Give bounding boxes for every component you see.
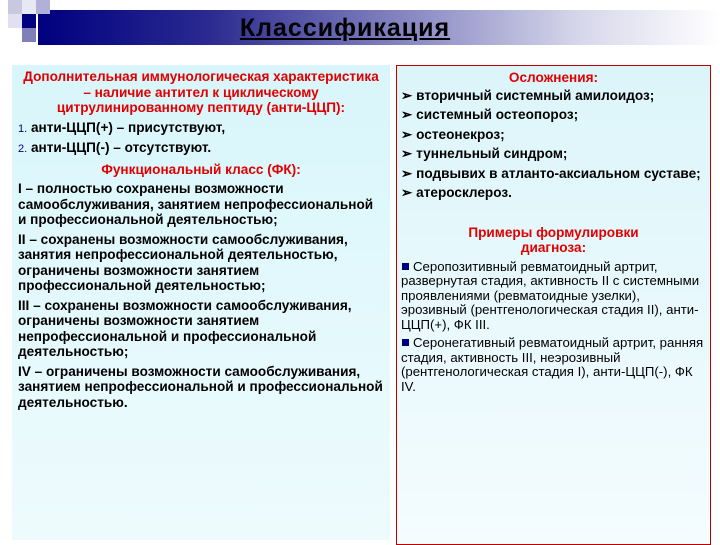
complications-heading: Осложнения: bbox=[508, 70, 599, 85]
complication-item: ➢ системный остеопороз; bbox=[401, 107, 579, 122]
complication-item: ➢ атеросклероз. bbox=[401, 185, 512, 200]
immuno-heading: Дополнительная иммунологическая характеристика – наличие антител к циклическому цитрулинированному пептиду (анти-ЦЦП): bbox=[23, 69, 379, 115]
list-item: 2. анти-ЦЦП(-) – отсутствуют. bbox=[18, 140, 212, 155]
square-bullet-icon bbox=[402, 339, 409, 346]
complication-item: ➢ подвывих в атланто-аксиальном суставе; bbox=[401, 165, 701, 181]
left-panel bbox=[12, 65, 390, 540]
decor-square bbox=[36, 0, 50, 14]
fc-class: II – сохранены возможности самообслуживания, занятия непрофессиональной деятельностью, ограничены возможности занятием профессиональной деятельностью; bbox=[18, 231, 348, 293]
arrow-bullet-icon: ➢ bbox=[401, 126, 413, 142]
arrow-bullet-icon: ➢ bbox=[401, 165, 413, 181]
fc-class: I – полностью сохранены возможности самообслуживания, занятием непрофессиональной и профессиональной деятельностью; bbox=[18, 181, 374, 227]
complication-item: ➢ туннельный синдром; bbox=[401, 146, 568, 161]
decor-square bbox=[22, 0, 36, 14]
examples-heading: Примеры формулировки диагноза: bbox=[468, 224, 639, 255]
arrow-bullet-icon: ➢ bbox=[401, 87, 413, 103]
list-item: 1. анти-ЦЦП(+) – присутствуют, bbox=[18, 119, 226, 135]
arrow-bullet-icon: ➢ bbox=[401, 146, 413, 161]
complication-item: ➢ остеонекроз; bbox=[401, 126, 505, 142]
square-bullet-icon bbox=[402, 263, 409, 270]
arrow-bullet-icon: ➢ bbox=[401, 107, 413, 122]
right-panel bbox=[396, 65, 711, 545]
page-title: Классификация bbox=[239, 14, 451, 42]
example-item: Серонегативный ревматоидный артрит, ранняя стадия, активность III, неэрозивный (рентгенологическая стадия I), анти-ЦЦП(-), ФК IV. bbox=[401, 335, 704, 394]
fc-class: IV – ограничены возможности самообслуживания, занятием непрофессиональной и профессиональной деятельностью. bbox=[18, 363, 383, 410]
fc-heading: Функциональный класс (ФК): bbox=[101, 161, 301, 177]
fc-class: III – сохранены возможности самообслуживания, ограничены возможности занятием непрофессиональной и профессиональной деятельностью; bbox=[18, 297, 352, 359]
complication-item: ➢ вторичный системный амилоидоз; bbox=[401, 87, 655, 103]
arrow-bullet-icon: ➢ bbox=[401, 185, 413, 200]
example-item: Серопозитивный ревматоидный артрит, развернутая стадия, активность II с системными проявлениями (ревматоидные узелки), эрозивный (рентгенологическая стадия II), анти-ЦЦП(+), ФК III. bbox=[401, 258, 700, 332]
decor-square bbox=[8, 0, 22, 14]
